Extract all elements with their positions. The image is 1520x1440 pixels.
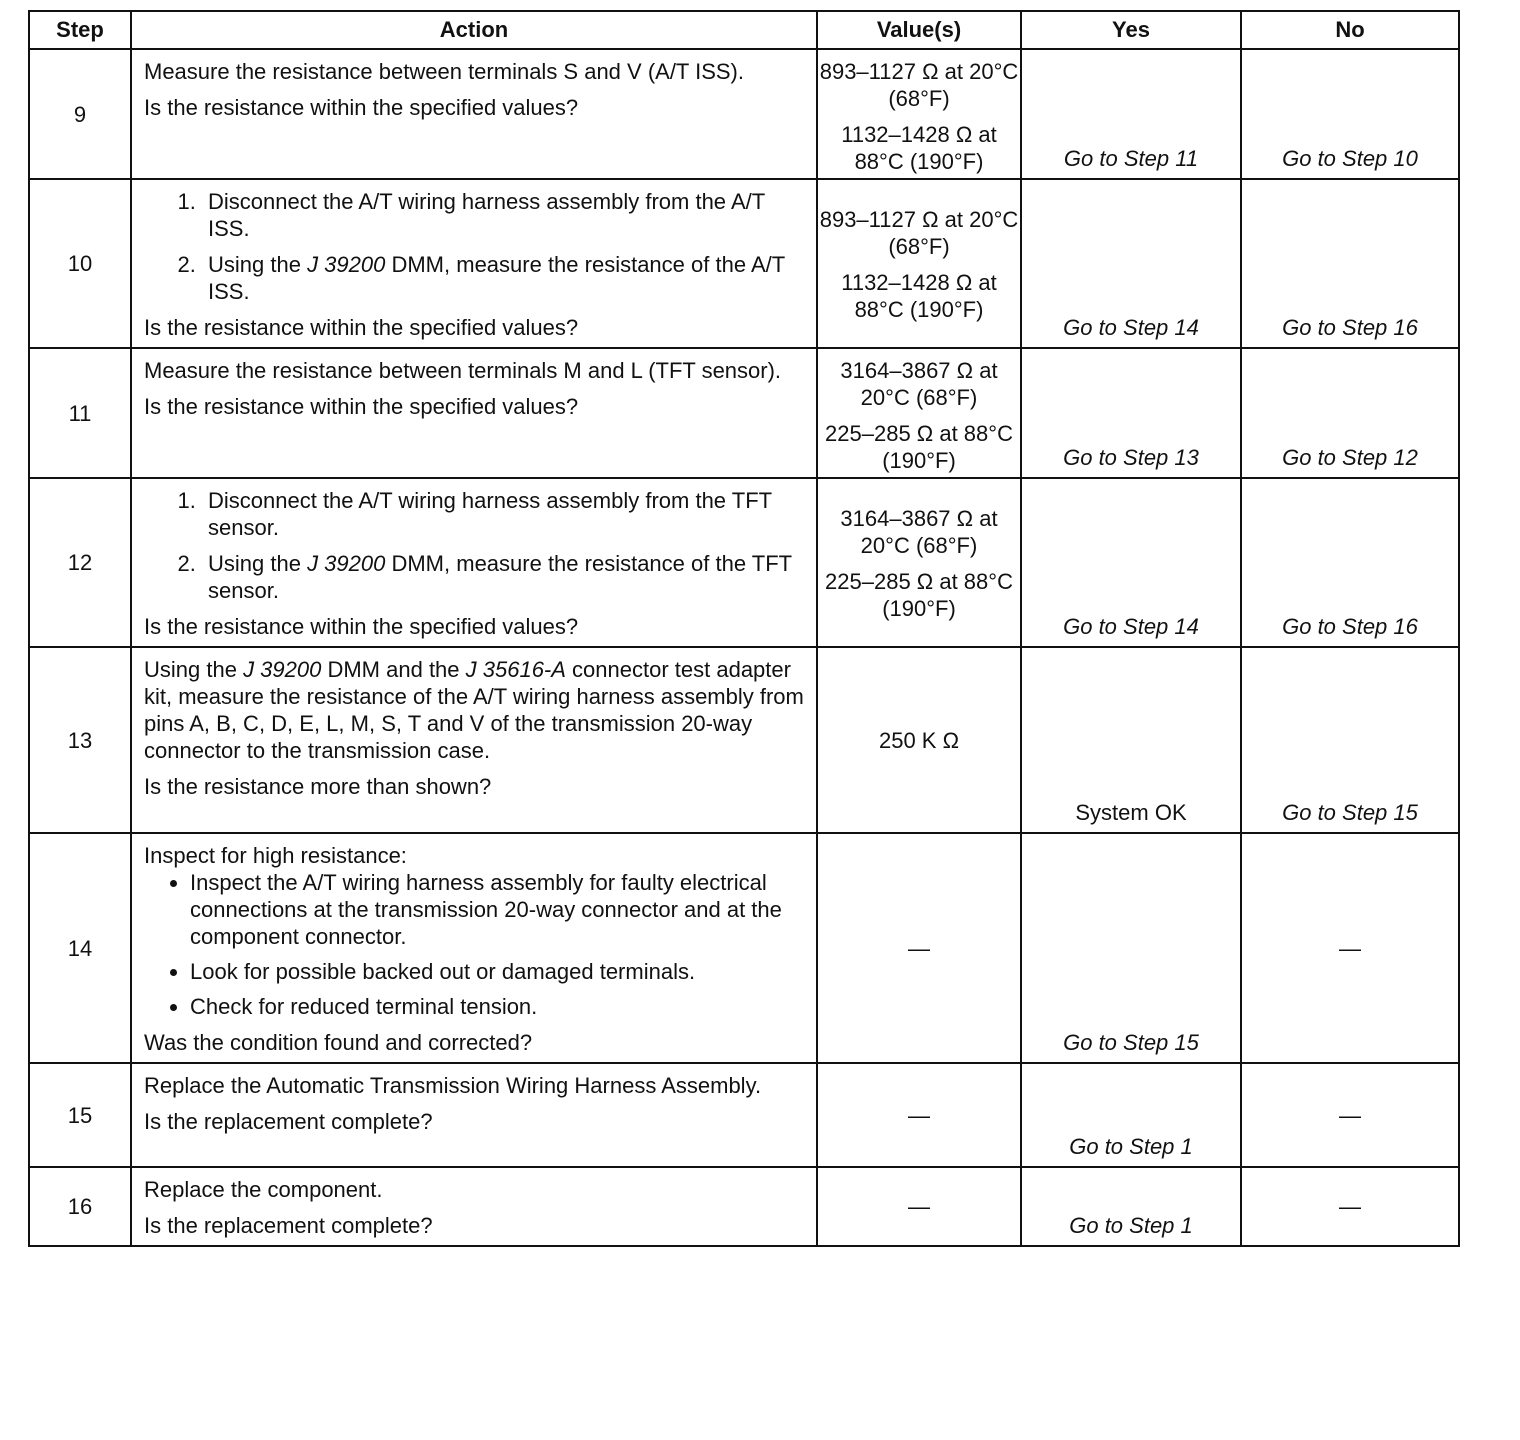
action-cell bbox=[131, 1063, 817, 1167]
no-result: Go to Step 16 bbox=[1241, 179, 1459, 348]
action-step-1: 1. Disconnect the A/T wiring harness assembly from the A/T ISS. bbox=[202, 188, 804, 242]
step-number: 14 bbox=[29, 833, 131, 1063]
action-text: Measure the resistance between terminals M and L (TFT sensor). bbox=[144, 358, 782, 383]
yes-result: Go to Step 1 bbox=[1021, 1167, 1241, 1246]
values-cell bbox=[817, 348, 1021, 478]
value-88c: 225–285 Ω at 88°C (190°F) bbox=[825, 569, 1013, 621]
table-row-step-14 bbox=[29, 833, 1459, 1063]
action-cell bbox=[131, 49, 817, 179]
action-cell bbox=[131, 1167, 817, 1246]
value-20c: 893–1127 Ω at 20°C (68°F) bbox=[819, 59, 1019, 111]
values-cell bbox=[817, 1167, 1021, 1246]
step-number: 11 bbox=[29, 348, 131, 478]
action-step-2: 2. Using the J 39200 DMM, measure the resistance of the A/T ISS. bbox=[202, 251, 804, 305]
action-question: Is the resistance within the specified values? bbox=[144, 95, 579, 120]
step-number: 10 bbox=[29, 179, 131, 348]
value-min-resistance: 250 K Ω bbox=[878, 727, 960, 753]
action-text: Measure the resistance between terminals S and V (A/T ISS). bbox=[144, 59, 744, 84]
values-cell bbox=[817, 179, 1021, 348]
action-question: Was the condition found and corrected? bbox=[144, 1030, 533, 1055]
action-cell bbox=[131, 478, 817, 647]
no-result: Go to Step 15 bbox=[1241, 647, 1459, 833]
action-steps-list bbox=[144, 188, 804, 305]
action-question: Is the replacement complete? bbox=[144, 1109, 433, 1134]
value-20c: 3164–3867 Ω at 20°C (68°F) bbox=[840, 506, 998, 558]
action-step-2: 2. Using the J 39200 DMM, measure the resistance of the TFT sensor. bbox=[202, 550, 804, 604]
action-cell bbox=[131, 348, 817, 478]
table-row-step-11 bbox=[29, 348, 1459, 478]
header-step: Step bbox=[29, 11, 131, 49]
yes-result: System OK bbox=[1021, 647, 1241, 833]
action-question: Is the resistance more than shown? bbox=[144, 774, 492, 799]
header-values: Value(s) bbox=[817, 11, 1021, 49]
action-step-1: 1. Disconnect the A/T wiring harness assembly from the TFT sensor. bbox=[202, 487, 804, 541]
table-row-step-10 bbox=[29, 179, 1459, 348]
yes-result: Go to Step 14 bbox=[1021, 478, 1241, 647]
value-88c: 1132–1428 Ω at 88°C (190°F) bbox=[841, 270, 997, 322]
table-row-step-13 bbox=[29, 647, 1459, 833]
action-question: Is the resistance within the specified values? bbox=[144, 315, 579, 340]
action-intro: Inspect for high resistance: bbox=[144, 843, 407, 868]
no-result: — bbox=[1241, 1063, 1459, 1167]
tool-reference: J 39200 bbox=[307, 252, 386, 277]
header-row bbox=[29, 11, 1459, 49]
value-88c: 1132–1428 Ω at 88°C (190°F) bbox=[841, 122, 997, 174]
action-text: Replace the Automatic Transmission Wiring Harness Assembly. bbox=[144, 1073, 762, 1098]
step-number: 16 bbox=[29, 1167, 131, 1246]
header-yes: Yes bbox=[1021, 11, 1241, 49]
values-cell bbox=[817, 833, 1021, 1063]
action-text: Replace the component. bbox=[144, 1177, 383, 1202]
no-result: Go to Step 16 bbox=[1241, 478, 1459, 647]
action-text: Using the J 39200 DMM and the J 35616-A connector test adapter kit, measure the resistance of the A/T wiring harness assembly from pins A, B, C, D, E, L, M, S, T and V of the transmission 20-way connector to the transmission case. bbox=[144, 657, 804, 763]
inspection-list bbox=[144, 869, 804, 1020]
value-88c: 225–285 Ω at 88°C (190°F) bbox=[825, 421, 1013, 473]
step-number: 9 bbox=[29, 49, 131, 179]
table-row-step-16 bbox=[29, 1167, 1459, 1246]
inspection-item: • Check for reduced terminal tension. bbox=[190, 993, 804, 1020]
diagnostic-table bbox=[28, 10, 1460, 1247]
header-action: Action bbox=[131, 11, 817, 49]
value-none: — bbox=[908, 1102, 930, 1128]
no-result: Go to Step 10 bbox=[1241, 49, 1459, 179]
action-cell bbox=[131, 833, 817, 1063]
no-result: — bbox=[1241, 833, 1459, 1063]
header-no: No bbox=[1241, 11, 1459, 49]
value-none: — bbox=[908, 935, 930, 961]
action-steps-list bbox=[144, 487, 804, 604]
tool-reference-adapter: J 35616-A bbox=[465, 657, 566, 682]
value-none: — bbox=[908, 1194, 930, 1219]
values-cell bbox=[817, 49, 1021, 179]
table-row-step-12 bbox=[29, 478, 1459, 647]
action-question: Is the replacement complete? bbox=[144, 1213, 433, 1238]
table-row-step-9 bbox=[29, 49, 1459, 179]
values-cell bbox=[817, 647, 1021, 833]
values-cell bbox=[817, 1063, 1021, 1167]
tool-reference: J 39200 bbox=[307, 551, 386, 576]
action-question: Is the resistance within the specified values? bbox=[144, 394, 579, 419]
yes-result: Go to Step 15 bbox=[1021, 833, 1241, 1063]
yes-result: Go to Step 13 bbox=[1021, 348, 1241, 478]
yes-result: Go to Step 14 bbox=[1021, 179, 1241, 348]
action-cell bbox=[131, 647, 817, 833]
no-result: Go to Step 12 bbox=[1241, 348, 1459, 478]
no-result: — bbox=[1241, 1167, 1459, 1246]
inspection-item: • Look for possible backed out or damaged terminals. bbox=[190, 958, 804, 985]
action-question: Is the resistance within the specified values? bbox=[144, 614, 579, 639]
value-20c: 3164–3867 Ω at 20°C (68°F) bbox=[840, 358, 998, 410]
step-number: 12 bbox=[29, 478, 131, 647]
table-row-step-15 bbox=[29, 1063, 1459, 1167]
tool-reference-dmm: J 39200 bbox=[243, 657, 322, 682]
value-20c: 893–1127 Ω at 20°C (68°F) bbox=[819, 207, 1019, 259]
inspection-item: • Inspect the A/T wiring harness assembly for faulty electrical connections at the transmission 20-way connector and at the component connector. bbox=[190, 869, 804, 950]
yes-result: Go to Step 11 bbox=[1021, 49, 1241, 179]
values-cell bbox=[817, 478, 1021, 647]
step-number: 15 bbox=[29, 1063, 131, 1167]
step-number: 13 bbox=[29, 647, 131, 833]
yes-result: Go to Step 1 bbox=[1021, 1063, 1241, 1167]
action-cell bbox=[131, 179, 817, 348]
